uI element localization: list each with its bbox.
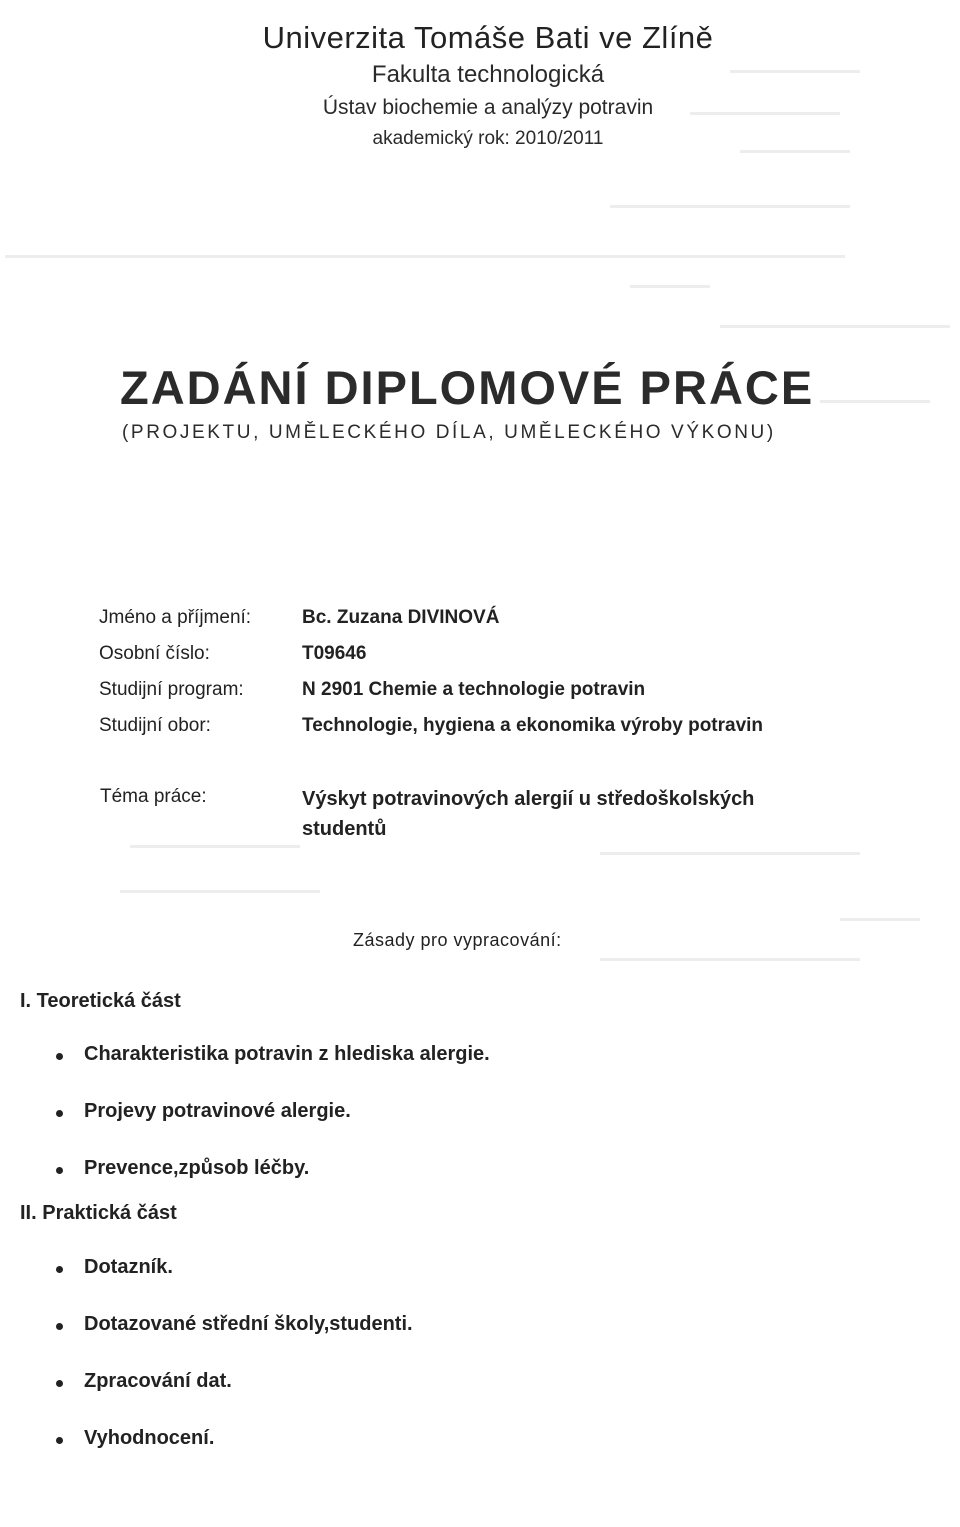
show-through-mark [610, 205, 850, 208]
bullet-icon [56, 1167, 63, 1174]
id-label: Osobní číslo: [99, 643, 210, 664]
list-item [52, 1043, 490, 1100]
faculty-name: Fakulta technologická [371, 61, 605, 88]
list-item-text: Projevy potravinové alergie. [84, 1100, 351, 1122]
program-value: N 2901 Chemie a technologie potravin [302, 679, 646, 700]
list-item-text: Charakteristika potravin z hlediska alergie. [84, 1043, 490, 1065]
principles-heading: Zásady pro vypracování: [353, 930, 562, 950]
list-item [52, 1370, 413, 1427]
bullet-icon [56, 1053, 63, 1060]
bullet-icon [56, 1437, 63, 1444]
show-through-mark [600, 852, 860, 855]
study-field-row [99, 708, 763, 744]
show-through-mark [600, 958, 860, 961]
student-info-table [99, 600, 763, 744]
show-through-mark [130, 845, 300, 848]
list-item-text: Zpracování dat. [84, 1370, 232, 1392]
field-value: Technologie, hygiena a ekonomika výroby potravin [302, 715, 764, 736]
institute-name: Ústav biochemie a analýzy potravin [322, 96, 654, 119]
show-through-mark [820, 400, 930, 403]
name-label: Jméno a příjmení: [99, 607, 252, 628]
study-program-row [99, 672, 763, 708]
topic-label: Téma práce: [100, 786, 207, 807]
name-value: Bc. Zuzana DIVINOVÁ [302, 607, 500, 628]
bullet-icon [56, 1266, 63, 1273]
list-item-text: Vyhodnocení. [84, 1427, 215, 1449]
topic-value: Výskyt potravinových alergií u středoškolských studentů [302, 788, 755, 840]
student-name-row [99, 600, 763, 636]
show-through-mark [120, 890, 320, 893]
list-item [52, 1256, 413, 1313]
list-item-text: Prevence,způsob léčby. [84, 1157, 310, 1179]
show-through-mark [720, 325, 950, 328]
show-through-mark [630, 285, 710, 288]
show-through-mark [5, 255, 845, 258]
university-name: Univerzita Tomáše Bati ve Zlíně [262, 20, 714, 55]
student-id-row [99, 636, 763, 672]
show-through-mark [840, 918, 920, 921]
document-subtitle: (PROJEKTU, UMĚLECKÉHO DÍLA, UMĚLECKÉHO VÝKONU) [122, 422, 776, 443]
id-value: T09646 [302, 643, 367, 664]
section-heading-practical: II. Praktická část [20, 1202, 177, 1224]
list-item [52, 1100, 490, 1157]
list-item-text: Dotazované střední školy,studenti. [84, 1313, 413, 1335]
program-label: Studijní program: [99, 679, 244, 700]
bullet-icon [56, 1323, 63, 1330]
document-header [8, 18, 960, 154]
bullet-icon [56, 1110, 63, 1117]
bullet-icon [56, 1380, 63, 1387]
document-title: ZADÁNÍ DIPLOMOVÉ PRÁCE [120, 361, 815, 414]
practical-list [52, 1256, 413, 1484]
list-item-text: Dotazník. [84, 1256, 173, 1278]
list-item [52, 1427, 413, 1484]
theoretical-list [52, 1043, 490, 1214]
academic-year: akademický rok: 2010/2011 [372, 128, 604, 149]
field-label: Studijní obor: [99, 715, 211, 736]
list-item [52, 1313, 413, 1370]
section-heading-theoretical: I. Teoretická část [20, 990, 181, 1012]
